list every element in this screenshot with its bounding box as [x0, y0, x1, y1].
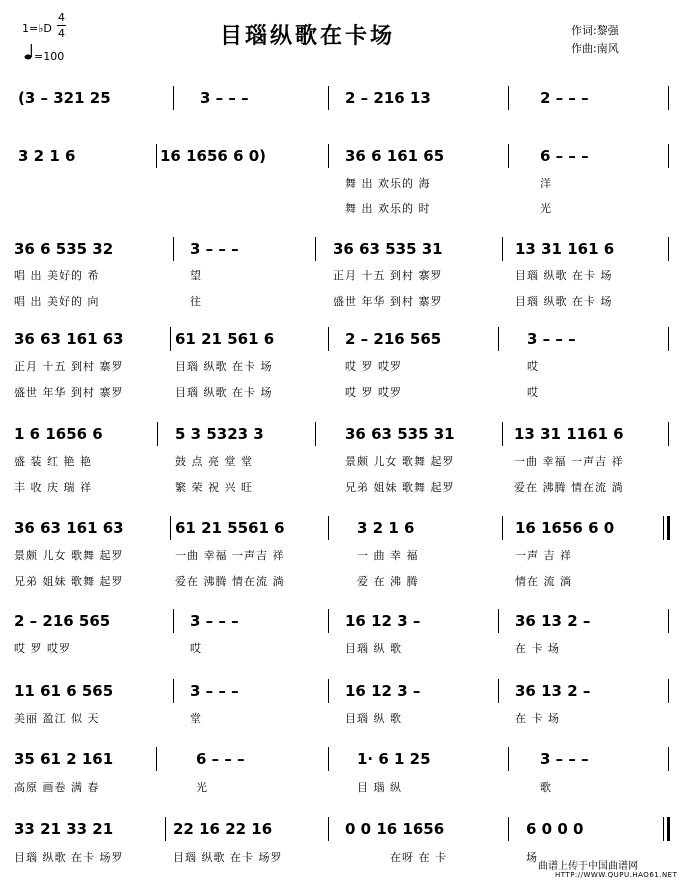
measure-notes: 3 – – – — [190, 240, 239, 258]
lyric-line: 唱 出 美好的 希 — [14, 269, 100, 282]
bar-line — [508, 817, 509, 841]
lyric-line: 哎 — [527, 386, 539, 399]
lyric-line: 丰 收 庆 瑞 祥 — [14, 481, 92, 494]
bar-line — [328, 679, 329, 703]
lyric-line: 景颇 儿女 歌舞 起罗 — [345, 455, 455, 468]
bar-line — [328, 86, 329, 110]
measure-notes: 2 – – – — [540, 89, 589, 107]
lyric-line: 爱在 沸腾 情在流 淌 — [175, 575, 285, 588]
bar-line — [170, 327, 171, 351]
lyric-line: 目瑙 纵歌 在卡 场 — [515, 295, 613, 308]
lyric-line: 一曲 幸福 一声吉 祥 — [175, 549, 285, 562]
time-signature-bottom: 4 — [58, 27, 65, 40]
lyric-line: 哎 罗 哎罗 — [14, 642, 71, 655]
lyric-line: 洋 — [540, 177, 552, 190]
measure-notes: 36 63 535 31 — [333, 240, 443, 258]
final-bar-line — [663, 817, 664, 841]
bar-line — [668, 237, 669, 261]
lyricist-credit: 作词:黎强 — [571, 24, 619, 37]
measure-notes: 3 2 1 6 — [18, 147, 76, 165]
bar-line — [328, 327, 329, 351]
lyric-line: 兄弟 姐妹 歌舞 起罗 — [14, 575, 124, 588]
lyric-line: 高原 画卷 满 春 — [14, 781, 100, 794]
bar-line — [508, 86, 509, 110]
lyric-line: 一 曲 幸 福 — [357, 549, 419, 562]
measure-notes: 16 1656 6 0 — [515, 519, 615, 537]
lyric-line: 目瑙 纵歌 在卡 场 — [515, 269, 613, 282]
composer-credit: 作曲:南风 — [571, 42, 619, 55]
measure-notes: 13 31 1161 6 — [514, 425, 624, 443]
lyric-line: 哎 — [190, 642, 202, 655]
lyric-line: 哎 罗 哎罗 — [345, 360, 402, 373]
lyric-line: 一声 吉 祥 — [515, 549, 572, 562]
bar-line — [502, 516, 503, 540]
tempo-marking: =100 — [34, 50, 65, 63]
measure-notes: 6 0 0 0 — [526, 820, 584, 838]
lyric-line: 爱在 沸腾 情在流 淌 — [514, 481, 624, 494]
upload-credit: 曲谱上传于中国曲谱网 — [538, 861, 638, 872]
bar-line — [498, 679, 499, 703]
lyric-line: 目瑙 纵歌 在卡 场 — [175, 360, 273, 373]
measure-notes: 36 63 535 31 — [345, 425, 455, 443]
bar-line — [498, 609, 499, 633]
lyric-line: 在呀 在 卡 — [390, 851, 447, 864]
measure-notes: 22 16 22 16 — [173, 820, 273, 838]
measure-notes: 1· 6 1 25 — [357, 750, 431, 768]
lyric-line: 一曲 幸福 一声吉 祥 — [514, 455, 624, 468]
lyric-line: 望 — [190, 269, 202, 282]
lyric-line: 情在 流 淌 — [515, 575, 572, 588]
measure-notes: 11 61 6 565 — [14, 682, 114, 700]
lyric-line: 堂 — [190, 712, 202, 725]
lyric-line: 盛世 年华 到村 寨罗 — [333, 295, 443, 308]
measure-notes: 33 21 33 21 — [14, 820, 114, 838]
bar-line — [156, 144, 157, 168]
lyric-line: 哎 罗 哎罗 — [345, 386, 402, 399]
lyric-line: 舞 出 欢乐的 海 — [345, 177, 431, 190]
measure-notes: 36 13 2 – — [515, 612, 591, 630]
bar-line — [315, 237, 316, 261]
bar-line — [157, 422, 158, 446]
lyric-line: 繁 荣 祝 兴 旺 — [175, 481, 253, 494]
measure-notes: 16 12 3 – — [345, 682, 421, 700]
lyric-line: 目瑙 纵歌 在卡 场罗 — [14, 851, 124, 864]
lyric-line: 景颇 儿女 歌舞 起罗 — [14, 549, 124, 562]
measure-notes: 3 – – – — [540, 750, 589, 768]
lyric-line: 爱 在 沸 腾 — [357, 575, 419, 588]
lyric-line: 哎 — [527, 360, 539, 373]
measure-notes: 2 – 216 565 — [14, 612, 111, 630]
bar-line — [508, 747, 509, 771]
lyric-line: 光 — [540, 202, 552, 215]
lyric-line: 美丽 盈江 似 天 — [14, 712, 100, 725]
lyric-line: 在 卡 场 — [515, 642, 560, 655]
measure-notes: 5 3 5323 3 — [175, 425, 264, 443]
bar-line — [668, 144, 669, 168]
lyric-line: 鼓 点 亮 堂 堂 — [175, 455, 253, 468]
measure-notes: 2 – 216 565 — [345, 330, 442, 348]
measure-notes: 1 6 1656 6 — [14, 425, 103, 443]
lyric-line: 唱 出 美好的 向 — [14, 295, 100, 308]
lyric-line: 往 — [190, 295, 202, 308]
measure-notes: 36 63 161 63 — [14, 519, 124, 537]
bar-line — [668, 679, 669, 703]
lyric-line: 正月 十五 到村 寨罗 — [333, 269, 443, 282]
lyric-line: 盛世 年华 到村 寨罗 — [14, 386, 124, 399]
bar-line — [328, 516, 329, 540]
measure-notes: 3 – – – — [200, 89, 249, 107]
bar-line — [156, 747, 157, 771]
bar-line — [173, 679, 174, 703]
repeat-bar-line — [663, 516, 664, 540]
bar-line — [173, 609, 174, 633]
bar-line — [173, 86, 174, 110]
lyric-line: 歌 — [540, 781, 552, 794]
measure-notes: 3 – – – — [190, 682, 239, 700]
lyric-line: 场 — [526, 851, 538, 864]
time-signature-top: 4 — [58, 11, 65, 24]
measure-notes: 6 – – – — [540, 147, 589, 165]
source-url: HTTP://WWW.QUPU.HAO61.NET — [555, 871, 678, 879]
bar-line — [502, 422, 503, 446]
measure-notes: 16 1656 6 0) — [160, 147, 267, 165]
bar-line — [173, 237, 174, 261]
measure-notes: 3 – – – — [527, 330, 576, 348]
measure-notes: 16 12 3 – — [345, 612, 421, 630]
lyric-line: 目瑙 纵歌 在卡 场 — [175, 386, 273, 399]
bar-line — [668, 327, 669, 351]
bar-line — [328, 747, 329, 771]
measure-notes: 36 6 161 65 — [345, 147, 445, 165]
bar-line — [315, 422, 316, 446]
bar-line — [668, 609, 669, 633]
lyric-line: 舞 出 欢乐的 时 — [345, 202, 431, 215]
bar-line — [668, 422, 669, 446]
repeat-bar-line — [667, 516, 670, 540]
page-title: 目瑙纵歌在卡场 — [220, 24, 396, 49]
measure-notes: 13 31 161 6 — [515, 240, 615, 258]
lyric-line: 目 瑙 纵 — [357, 781, 402, 794]
measure-notes: 61 21 5561 6 — [175, 519, 285, 537]
measure-notes: 3 2 1 6 — [357, 519, 415, 537]
bar-line — [668, 86, 669, 110]
lyric-line: 光 — [196, 781, 208, 794]
measure-notes: 36 6 535 32 — [14, 240, 114, 258]
time-signature-divider — [57, 25, 66, 26]
bar-line — [328, 817, 329, 841]
measure-notes: 36 63 161 63 — [14, 330, 124, 348]
measure-notes: 6 – – – — [196, 750, 245, 768]
bar-line — [328, 609, 329, 633]
lyric-line: 目瑙 纵 歌 — [345, 642, 402, 655]
bar-line — [668, 747, 669, 771]
lyric-line: 目瑙 纵歌 在卡 场罗 — [173, 851, 283, 864]
measure-notes: 36 13 2 – — [515, 682, 591, 700]
measure-notes: 3 – – – — [190, 612, 239, 630]
lyric-line: 盛 装 红 艳 艳 — [14, 455, 92, 468]
bar-line — [165, 817, 166, 841]
lyric-line: 兄弟 姐妹 歌舞 起罗 — [345, 481, 455, 494]
measure-notes: 0 0 16 1656 — [345, 820, 445, 838]
bar-line — [328, 144, 329, 168]
lyric-line: 目瑙 纵 歌 — [345, 712, 402, 725]
measure-notes: 61 21 561 6 — [175, 330, 275, 348]
final-bar-line — [667, 817, 670, 841]
lyric-line: 正月 十五 到村 寨罗 — [14, 360, 124, 373]
bar-line — [498, 327, 499, 351]
measure-notes: 2 – 216 13 — [345, 89, 431, 107]
key-signature: 1=♭D — [22, 22, 52, 35]
bar-line — [502, 237, 503, 261]
measure-notes: 35 61 2 161 — [14, 750, 114, 768]
bar-line — [170, 516, 171, 540]
lyric-line: 在 卡 场 — [515, 712, 560, 725]
bar-line — [508, 144, 509, 168]
measure-notes: (3 – 321 25 — [18, 89, 111, 107]
